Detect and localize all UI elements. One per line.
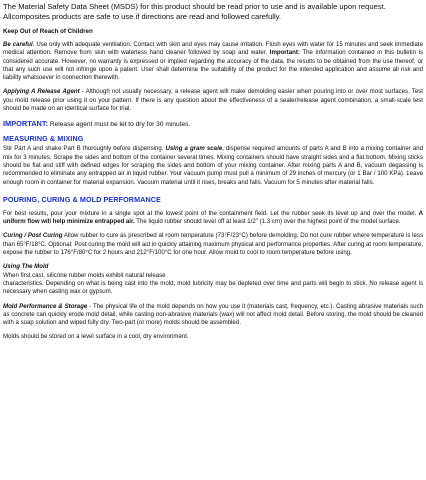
release-agent-text: - Although not usually necessary, a release agent will make demolding easier when pouring into or over most surfaces. Test you mold release prior using it on your pattern. If there is any question about the effectiveness of a sealer/release agent combination, a small-scale test should be made on an identical surface for trial.	[3, 88, 423, 113]
using-mold-paragraph	[3, 263, 423, 296]
be-careful-text: . Use only with adequate ventilation. Contact with skin and eyes may cause irritation. Flush eyes with water for 15 minutes and seek immediate medical attention. Remove from skin with waterless hand cleaner followed by soap and water.	[3, 41, 424, 57]
pouring-text-2: The liquid rubber should level off at least 1/2" (1.3 cm) over the highest point of the model surface.	[134, 218, 401, 226]
important-note-text: Release agent must be let to dry for 30 minutes.	[48, 121, 191, 129]
measuring-text-2: , dispense required amounts of parts A and B into a mixing container and mix for 3 minutes. Scrape the sides and bottom of the container several times. Mixing containers should have straight sides and a flat bottom. Mixing sticks should be flat and stiff with defined edges for scraping the sides and bottom of your mixing container. After mixing parts A and B, vacuum degassing is recommended to eliminate any entrapped air in liquid rubber. Your vacuum pump must pull a minimum of 29 inches of mercury (or 1 Bar / 100 KPa). Leave enough room in container for material expansion. Vacuum material until it rises, breaks and falls. Vacuum for 5 minutes after material falls.	[3, 145, 424, 186]
mold-performance-label: Mold Performance & Storage	[3, 302, 88, 310]
important-note-label: IMPORTANT:	[3, 119, 49, 129]
measuring-text-1: Stir Part A and shake Part B thoroughly before dispensing.	[3, 145, 166, 153]
important-text: The information contained in this bulletin is considered accurate. However, no warranty is expressed or implied regarding the accuracy of the data, the results to be obtained from the use thereof, or that any such use will not infringe upon a patent. User shall determine the suitability of the product for the intended application and assume all risk and liability whatsoever in connection therewith.	[3, 49, 423, 82]
measuring-heading: MEASURING & MIXING	[3, 134, 84, 144]
release-agent-paragraph	[3, 88, 423, 113]
measuring-paragraph	[3, 145, 423, 186]
mold-performance-text: - The physical life of the mold depends on how you use it (materials cast, frequency, etc.). Casting abrasive materials such as concrete can quickly erode mold detail, while casting non-abrasive materials (wax) will not affect mold detail. Before storing, the mold should be cleaned with a soap solution and wiped fully dry. Two-part (or more) molds should be assembled.	[3, 302, 424, 327]
keep-out-heading: Keep Out of Reach of Children	[3, 28, 93, 35]
curing-paragraph	[3, 232, 423, 257]
gram-scale-label: Using a gram scale	[165, 145, 223, 153]
pouring-text-1: For best results, pour your mixture in a single spot at the lowest point of the containment field. Let the rubber seek its level up and over the model.	[3, 209, 419, 217]
release-agent-label: Applying A Release Agent	[3, 88, 80, 96]
pouring-heading: POURING, CURING & MOLD PERFORMANCE	[3, 194, 161, 204]
curing-text: Allow rubber to cure as prescribed at room temperature (73°F/23°C) before demolding. Do not cure rubber where temperature is less than 65°F/18°C. Optional: Post curing the mold will aid in quickly attaining maximum physical and performance properties. After curing at room temperature, expose the rubber to 176°F/80°C for 2 hours and 212°F/100°C for one hour. Allow mold to cool to room temperature before using.	[3, 232, 423, 257]
safety-paragraph	[3, 41, 423, 82]
msds-intro-line-1: The Material Safety Data Sheet (MSDS) for this product should be read prior to use and is available upon request.	[3, 2, 386, 11]
using-mold-text: characteristics. Depending on what is being cast into the mold, mold lubricity may be depleted over time and parts will begin to stick. No release agent is necessary when casting wax or gypsum.	[3, 279, 423, 296]
using-mold-label: Using The Mold	[3, 263, 49, 271]
pouring-paragraph	[3, 210, 423, 227]
mold-performance-paragraph	[3, 303, 423, 328]
msds-intro-line-2: Allcomposites products are safe to use if directions are read and followed carefully.	[3, 12, 282, 21]
important-label: Important:	[269, 49, 300, 57]
be-careful-label: Be careful	[3, 41, 33, 48]
curing-label: Curing / Post Curing	[3, 232, 63, 240]
release-agent-important-note	[3, 119, 423, 128]
using-mold-line-1: When first cast, silicone rubber molds exhibit natural release	[3, 271, 166, 279]
msds-intro	[3, 2, 423, 22]
storage-note: Molds should be stored on a level surface in a cool, dry environment.	[3, 333, 189, 341]
pouring-bold: A uniform flow will help minimize entrapped air.	[3, 209, 423, 226]
